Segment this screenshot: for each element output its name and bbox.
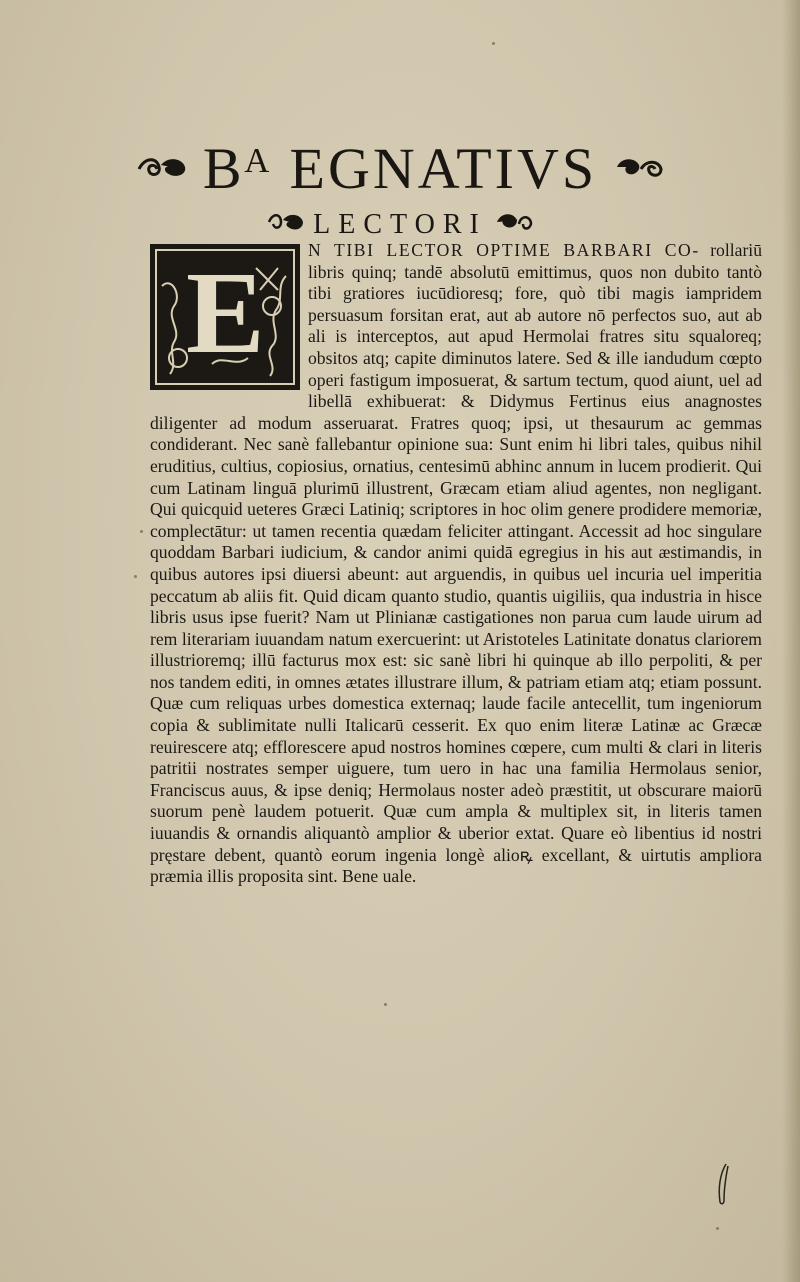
paper-speck	[140, 530, 143, 533]
fleuron-icon	[267, 210, 307, 240]
initial-letter: E	[186, 247, 265, 378]
ink-stroke-icon	[712, 1162, 732, 1206]
paper-speck	[492, 42, 495, 45]
letter-text: rollariū libris quinq; tandē absolutū emittimus, quos non dubito tantò tibi gratiores iucūdioresq; fore, quò tibi magis iampridem persuasum forsitan erat, aut ab autore nō perfectos suo, aut ab ali is interceptos, aut apud Hermolai fratres situ squaloreq; obsitos atq; capite diminutos latere. Sed & ille iandudum cœpto operi fastigum imposuerat, & sartum tectum, quod aiunt, uel ad libellā exhibuerat: & Didymus Fertinus eius anagnostes diligenter ad modum asseruarat. Fratres quoq; ipsi, ut thesaurum ac gemmas condiderant. Nec sanè fallebantur opinione sua: Sunt enim hi libri tales, quibus nihil eruditius, cultius, copiosius, ornatius, centesimū abhinc annum in lucem prodierit. Qui cum Latinam linguā plurimū illustrent, Græcam etiam aliud agentes, non negligant. Qui quicquid ueteres Græci Latiniq; scriptores in hoc olim genere prodidere memoriæ, complectātur: ut tamen recentia quædam feliciter attingant. Accessit ad hoc singulare quoddam Barbari iudicium, & candor animi quidā egregius in his aut æstimandis, in quibus autores ipsi diuersi abeunt: aut arguendis, in quibus uel incuria uel imperitia peccatum ab aliis fit. Quid dicam quanto studio, quantis uigiliis, qua industria in hisce libris usus ipse fuerit? Nam ut Plinianæ castigationes non parua cum laude uirum ad rem literariam iuuandam natum exercuerint: ut Aristoteles Latinitate donatus clariorem illustrioremq; illū facturus mox est: sic sanè libri hi quinque ab illo perpoliti, & per nos tandem editi, in omnes ætates illustrare illum, & patriam etiam atq; etiam possunt. Quæ cum reliquas urbes domestica externaq; laude facile antecellit, tum ingeniorum copia & sublimitate nulli Italicarū cesserit. Ex quo enim literæ Latinæ ac Græcæ reuirescere atq; efflorescere apud nostros homines cœpere, cum multi & clari in literis patritii nostrates semper uiguere, tum uero in hac una familia Hermolaus senior, Franciscus auus, & ipse deniq; Hermolaus noster adeò præstitit, ut obscurare maiorū suorum penè laudem potuerit. Quæ cum ampla & multiplex sit, in literis tamen iuuandis & ornandis aliquantò amplior & uberior extat. Quare eò libentius id nostri pręstare debent, quantò eorum ingenia longè alioꝶ excellant, & uirtutis ampliora præmia illis proposita sint. Bene uale.	[150, 240, 762, 887]
heading-author-line	[135, 136, 665, 201]
paper-speck	[716, 1227, 719, 1230]
letter-body	[150, 240, 762, 888]
paper-speck	[384, 1003, 387, 1006]
opening-words: N TIBI LECTOR OPTIME BARBARI CO-	[308, 240, 700, 260]
woodcut-initial-icon	[150, 244, 300, 390]
heading-recipient-line	[267, 210, 533, 240]
fleuron-icon	[493, 210, 533, 240]
fleuron-icon	[611, 151, 665, 187]
page-heading	[0, 136, 800, 240]
paper-speck	[134, 575, 137, 578]
heading-author: Bᴬ EGNATIVS	[202, 136, 598, 201]
fleuron-icon	[135, 151, 189, 187]
heading-recipient: LECTORI	[313, 209, 487, 240]
